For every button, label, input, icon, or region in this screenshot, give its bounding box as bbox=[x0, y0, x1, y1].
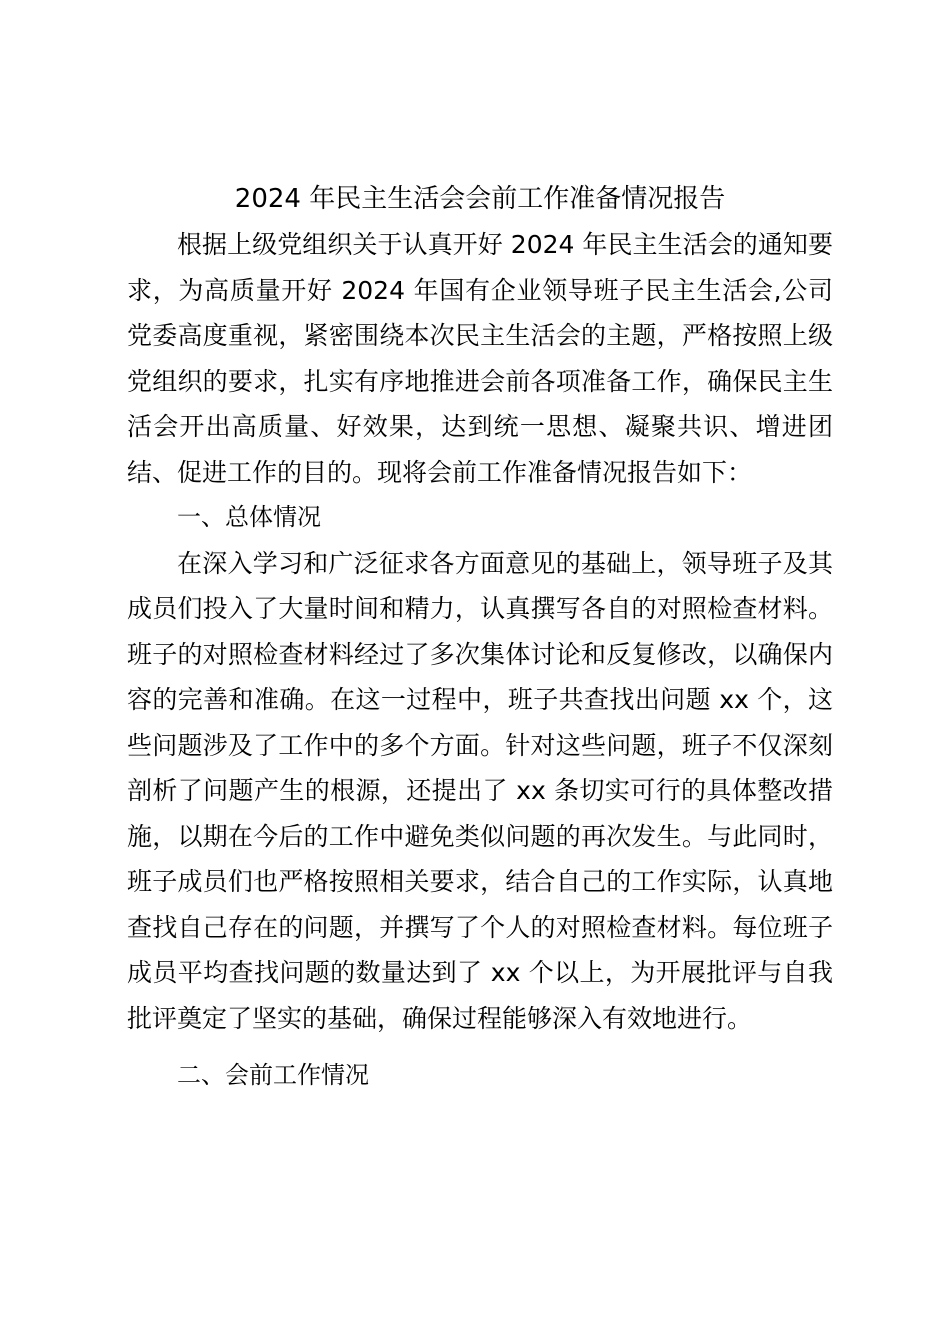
document-title: 2024 年民主生活会会前工作准备情况报告 bbox=[234, 184, 726, 214]
document-body bbox=[127, 176, 833, 1099]
paragraph-spacer bbox=[127, 1041, 833, 1053]
section-heading-1: 一、总体情况 bbox=[177, 503, 321, 531]
section-1-paragraph: 在深入学习和广泛征求各方面意见的基础上，领导班子及其成员们投入了大量时间和精力，认真撰写各自的对照检查材料。班子的对照检查材料经过了多次集体讨论和反复修改，以确保内容的完善和准确。在这一过程中，班子共查找出问题 xx 个，这些问题涉及了工作中的多个方面。针对这些问题，班子不仅深刻剖析了问题产生的根源，还提出了 xx 条切实可行的具体整改措施，以期在今后的工作中避免类似问题的再次发生。与此同时，班子成员们也严格按照相关要求，结合自己的工作实际，认真地查找自己存在的问题，并撰写了个人的对照检查材料。每位班子成员平均查找问题的数量达到了 xx 个以上，为开展批评与自我批评奠定了坚实的基础，确保过程能够深入有效地进行。 bbox=[127, 548, 833, 1033]
intro-paragraph: 根据上级党组织关于认真开好 2024 年民主生活会的通知要求，为高质量开好 2024 年国有企业领导班子民主生活会,公司党委高度重视，紧密围绕本次民主生活会的主题，严格按照上级党组织的要求，扎实有序地推进会前各项准备工作，确保民主生活会开出高质量、好效果，达到统一思想、凝聚共识、增进团结、促进工作的目的。现将会前工作准备情况报告如下： bbox=[127, 230, 833, 487]
section-heading-2: 二、会前工作情况 bbox=[177, 1061, 369, 1089]
